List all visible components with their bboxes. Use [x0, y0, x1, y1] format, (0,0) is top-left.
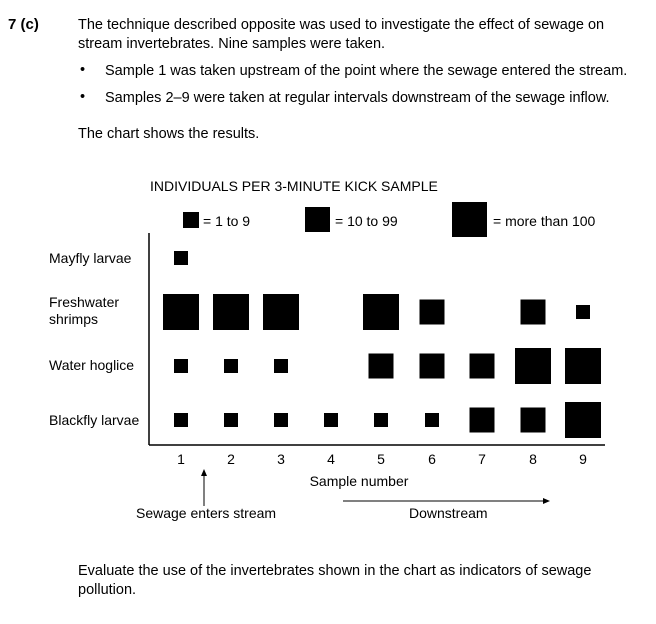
intro-line-1: The technique described opposite was used to investigate the effect of sewage on [78, 17, 605, 33]
row-label-mayfly: Mayfly larvae [49, 250, 132, 266]
downstream-label: Downstream [409, 505, 488, 521]
bullet-marker-2: • [80, 89, 86, 105]
mark-shrimps-sample-1 [163, 294, 199, 330]
mark-blackfly-sample-7 [470, 408, 495, 433]
mark-hoglice-sample-3 [274, 359, 288, 373]
mark-hoglice-sample-2 [224, 359, 238, 373]
mark-blackfly-sample-3 [274, 413, 288, 427]
mark-shrimps-sample-3 [263, 294, 299, 330]
prompt-line-2: pollution. [78, 582, 137, 598]
question-number: 7 (c) [8, 16, 39, 33]
x-tick-label-9: 9 [579, 451, 587, 467]
intro-line-2: stream invertebrates. Nine samples were taken. [78, 36, 386, 52]
downstream-arrow-head [543, 498, 550, 504]
x-tick-label-1: 1 [177, 451, 185, 467]
mark-shrimps-sample-6 [420, 300, 445, 325]
x-tick-label-7: 7 [478, 451, 486, 467]
legend-label-small: = 1 to 9 [203, 213, 251, 229]
row-label-shrimps-line2: shrimps [49, 311, 99, 327]
mark-blackfly-sample-4 [324, 413, 338, 427]
mark-blackfly-sample-6 [425, 413, 439, 427]
legend-label-large: = more than 100 [493, 213, 596, 229]
legend-square-medium [305, 207, 330, 232]
x-tick-label-5: 5 [377, 451, 385, 467]
mark-shrimps-sample-8 [521, 300, 546, 325]
mark-blackfly-sample-8 [521, 408, 546, 433]
mark-blackfly-sample-2 [224, 413, 238, 427]
mark-hoglice-sample-8 [515, 348, 551, 384]
chart-intro: The chart shows the results. [78, 126, 260, 142]
bullet-text-1: Sample 1 was taken upstream of the point where the sewage entered the stream. [105, 63, 628, 79]
x-tick-labels [177, 451, 587, 467]
legend-square-small [183, 212, 199, 228]
row-label-blackfly: Blackfly larvae [49, 412, 140, 428]
mark-hoglice-sample-7 [470, 354, 495, 379]
x-tick-label-6: 6 [428, 451, 436, 467]
mark-blackfly-sample-9 [565, 402, 601, 438]
chart-marks [163, 251, 601, 438]
sewage-label: Sewage enters stream [136, 505, 277, 521]
bullet-text-2: Samples 2–9 were taken at regular intervals downstream of the sewage inflow. [105, 90, 610, 106]
mark-hoglice-sample-5 [369, 354, 394, 379]
mark-hoglice-sample-9 [565, 348, 601, 384]
legend-label-medium: = 10 to 99 [335, 213, 398, 229]
bullet-marker-1: • [80, 62, 86, 78]
prompt-line-1: Evaluate the use of the invertebrates shown in the chart as indicators of sewage [78, 563, 592, 579]
legend-square-large [452, 202, 487, 237]
mark-shrimps-sample-2 [213, 294, 249, 330]
row-label-hoglice: Water hoglice [49, 357, 135, 373]
mark-hoglice-sample-1 [174, 359, 188, 373]
x-tick-label-4: 4 [327, 451, 335, 467]
mark-mayfly-sample-1 [174, 251, 188, 265]
mark-shrimps-sample-9 [576, 305, 590, 319]
mark-blackfly-sample-5 [374, 413, 388, 427]
mark-hoglice-sample-6 [420, 354, 445, 379]
mark-blackfly-sample-1 [174, 413, 188, 427]
chart-title: INDIVIDUALS PER 3-MINUTE KICK SAMPLE [150, 178, 438, 194]
x-tick-label-8: 8 [529, 451, 537, 467]
x-tick-label-2: 2 [227, 451, 235, 467]
row-label-shrimps-line1: Freshwater [49, 294, 120, 310]
sewage-arrow-head [201, 469, 207, 476]
x-tick-label-3: 3 [277, 451, 285, 467]
mark-shrimps-sample-5 [363, 294, 399, 330]
x-axis-label: Sample number [309, 473, 409, 489]
